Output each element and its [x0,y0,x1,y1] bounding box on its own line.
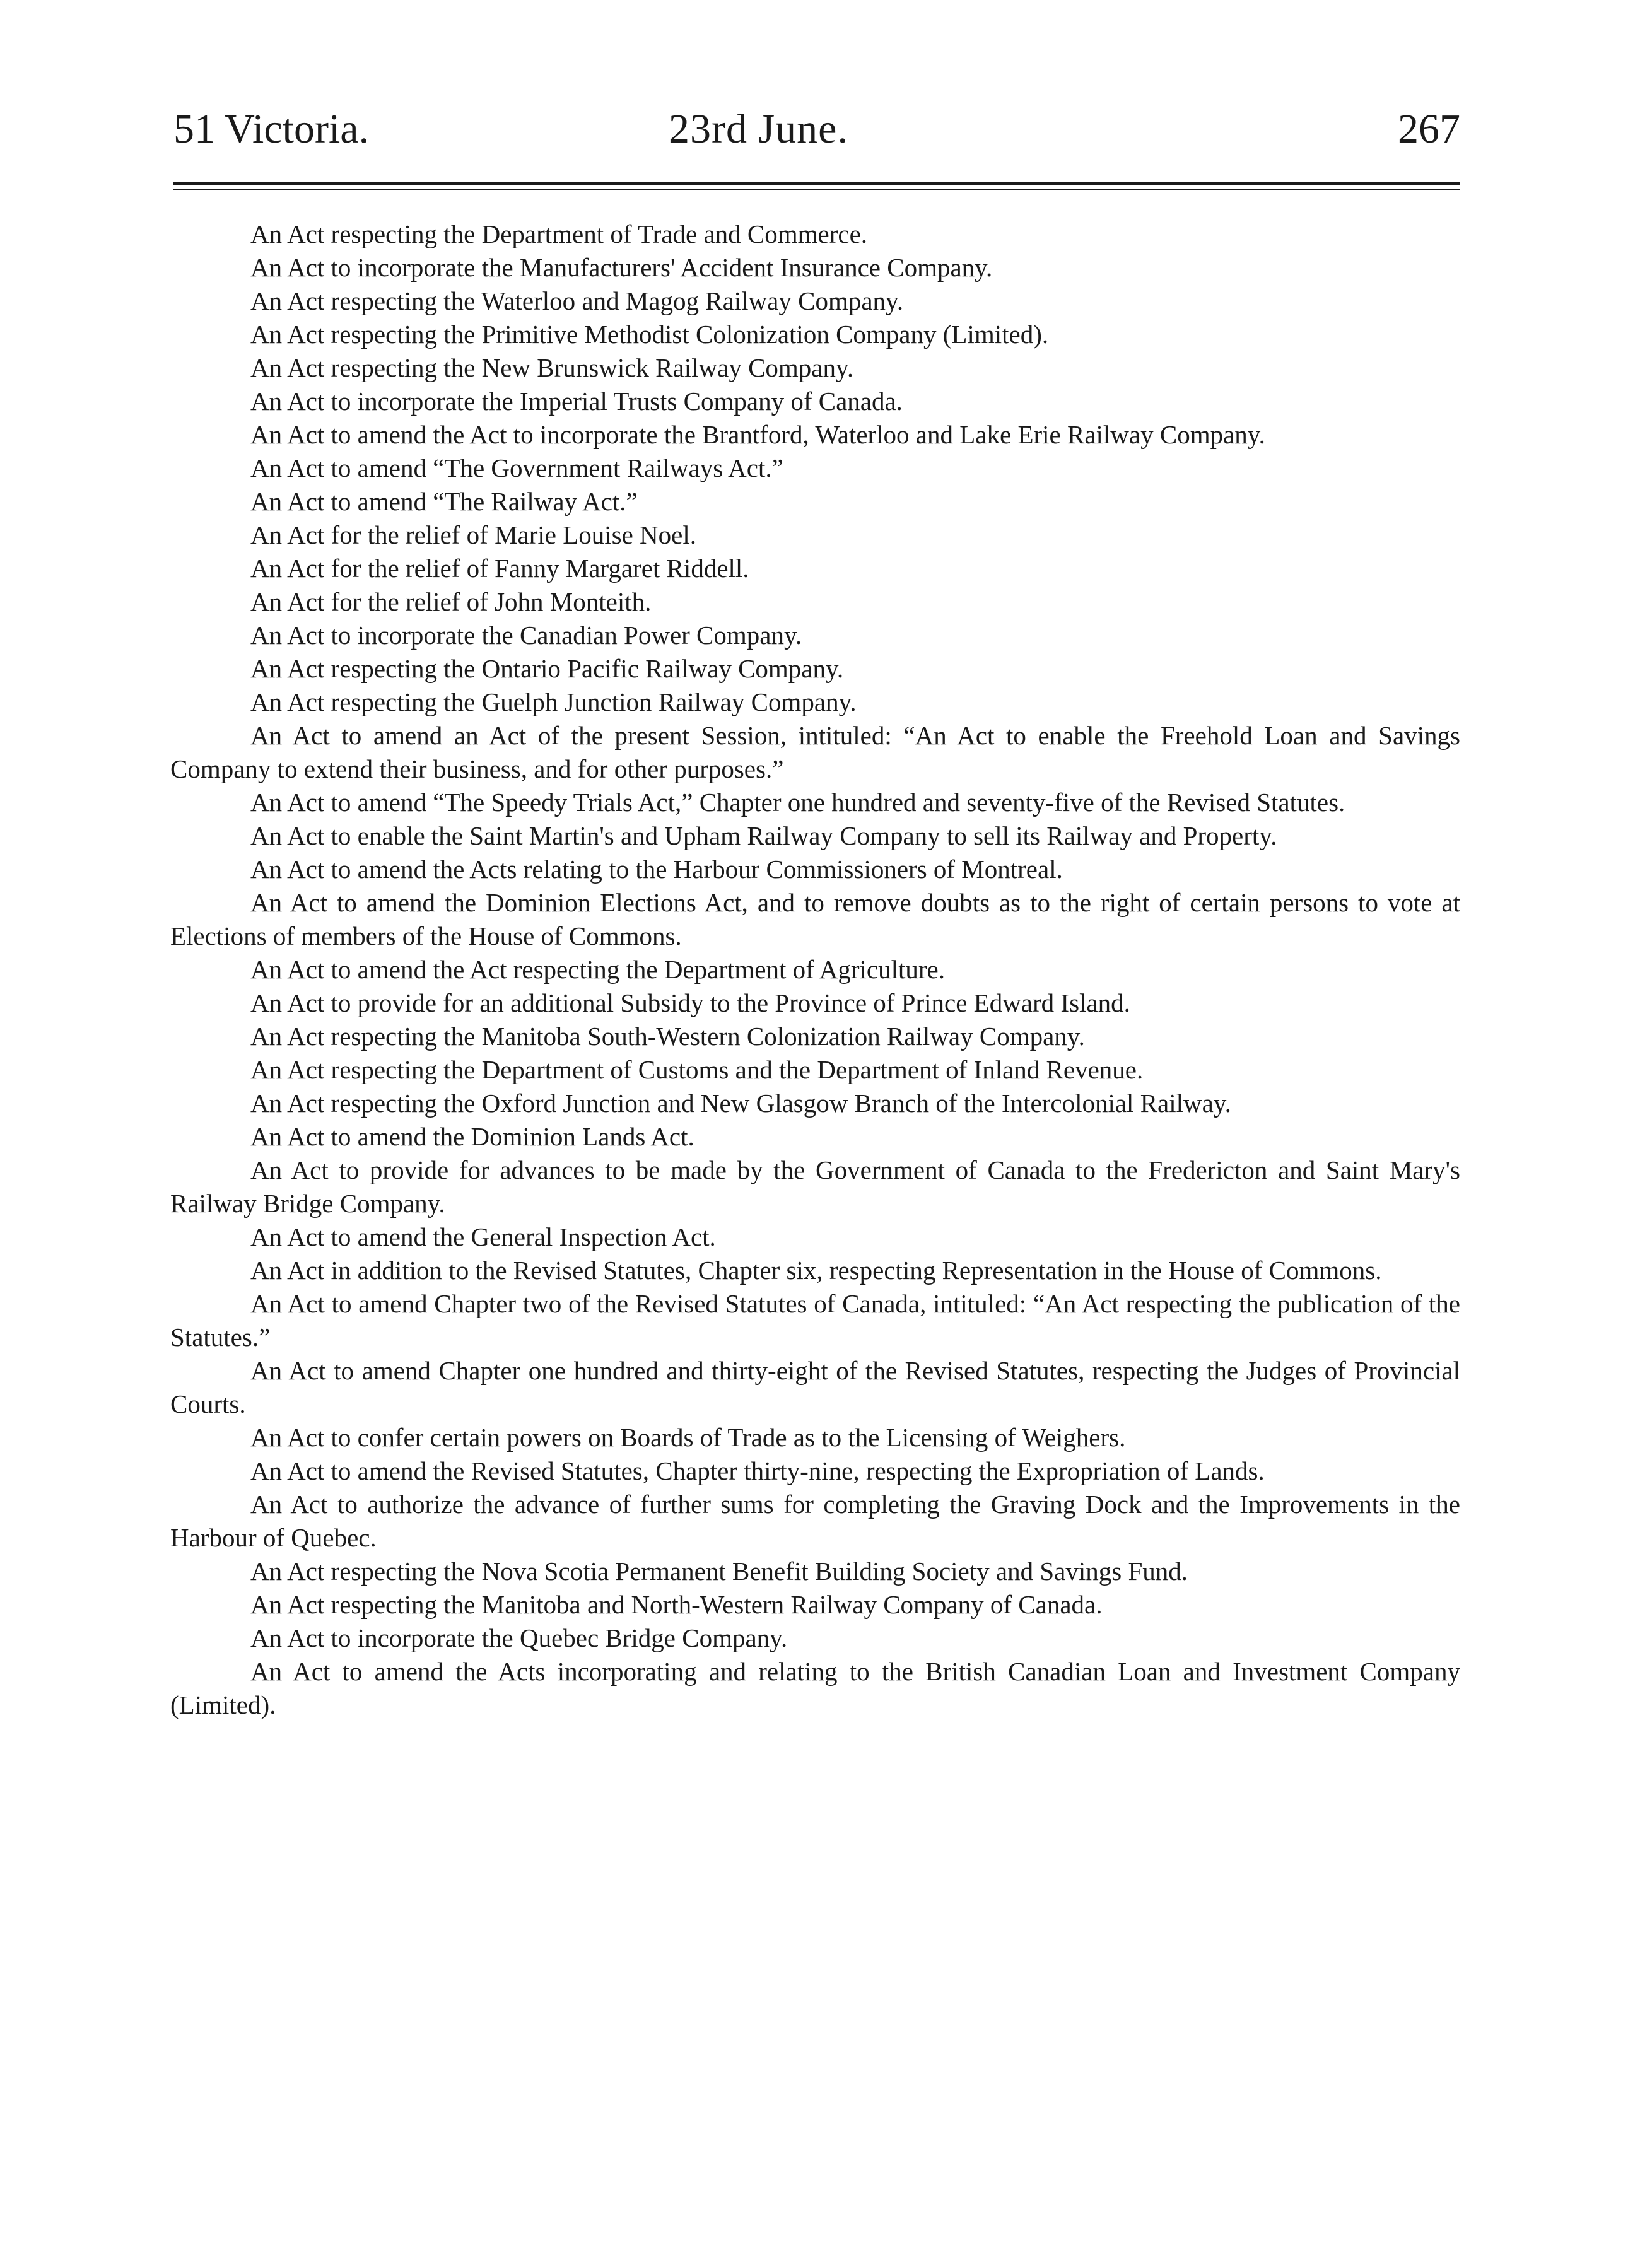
volume-label: 51 Victoria. [173,106,370,152]
act-entry: An Act respecting the Oxford Junction and New Glasgow Branch of the Intercolonial Railway. [250,1089,1231,1118]
act-entry: An Act respecting the New Brunswick Railway Company. [250,353,854,382]
act-entry: An Act respecting the Waterloo and Magog Railway Company. [250,286,904,315]
act-entry: An Act respecting the Guelph Junction Railway Company. [250,687,857,716]
act-entry: An Act to amend the General Inspection Act. [250,1222,716,1251]
header-rule-thin [173,189,1460,190]
act-entry: An Act respecting the Nova Scotia Permanent Benefit Building Society and Savings Fund. [250,1557,1188,1586]
act-entry: An Act for the relief of John Monteith. [250,587,652,616]
act-entry: An Act respecting the Department of Trade and Commerce. [250,219,868,248]
act-entry: An Act to amend “The Speedy Trials Act,” Chapter one hundred and seventy-five of the Revised Statutes. [250,788,1345,817]
header-rule [173,182,1460,185]
act-entry: An Act to incorporate the Imperial Trusts Company of Canada. [250,387,903,416]
act-entry: An Act to provide for advances to be made by the Government of Canada to the Fredericton and Saint Mary's Railway Bridge Company. [170,1155,1460,1218]
act-entry: An Act for the relief of Fanny Margaret Riddell. [250,554,749,583]
act-entry: An Act to amend an Act of the present Session, intituled: “An Act to enable the Freehold Loan and Savings Company to extend their business, and for other purposes.” [170,721,1460,783]
act-entry: An Act respecting the Manitoba and North-Western Railway Company of Canada. [250,1590,1103,1619]
act-entry: An Act respecting the Department of Customs and the Department of Inland Revenue. [250,1055,1144,1084]
date-label: 23rd June. [669,106,848,152]
act-entry: An Act to incorporate the Canadian Power Company. [250,621,802,650]
act-entry: An Act to incorporate the Manufacturers' Accident Insurance Company. [250,253,993,282]
act-entry: An Act to amend Chapter one hundred and thirty-eight of the Revised Statutes, respecting the Judges of Provincial Courts. [170,1356,1460,1418]
act-entry: An Act to amend the Acts relating to the Harbour Commissioners of Montreal. [250,855,1063,884]
act-entry: An Act for the relief of Marie Louise Noel. [250,520,697,549]
act-entry: An Act to authorize the advance of further sums for completing the Graving Dock and the Improvements in the Harbour of Quebec. [170,1490,1460,1552]
act-entry: An Act to amend “The Railway Act.” [250,487,638,516]
act-entry: An Act to confer certain powers on Boards of Trade as to the Licensing of Weighers. [250,1423,1126,1452]
act-entry: An Act to amend the Revised Statutes, Chapter thirty-nine, respecting the Expropriation of Lands. [250,1456,1265,1485]
act-entry: An Act in addition to the Revised Statutes, Chapter six, respecting Representation in the House of Commons. [250,1256,1382,1285]
act-entry: An Act to amend the Dominion Lands Act. [250,1122,694,1151]
act-entry: An Act to amend the Dominion Elections Act, and to remove doubts as to the right of certain persons to vote at Elections of members of the House of Commons. [170,888,1460,950]
act-entry: An Act to amend “The Government Railways Act.” [250,453,783,482]
page-number: 267 [1398,106,1460,152]
act-entry: An Act respecting the Ontario Pacific Railway Company. [250,654,844,683]
acts-list [170,218,1460,1722]
act-entry: An Act to amend the Act respecting the Department of Agriculture. [250,955,945,984]
act-entry: An Act to provide for an additional Subsidy to the Province of Prince Edward Island. [250,988,1130,1017]
act-entry: An Act respecting the Manitoba South-Western Colonization Railway Company. [250,1022,1085,1051]
act-entry: An Act to amend the Acts incorporating and relating to the British Canadian Loan and Investment Company (Limited). [170,1657,1460,1719]
act-entry: An Act to amend Chapter two of the Revised Statutes of Canada, intituled: “An Act respecting the publication of the Statutes.” [170,1289,1460,1352]
act-entry: An Act to incorporate the Quebec Bridge Company. [250,1623,788,1652]
act-entry: An Act to enable the Saint Martin's and Upham Railway Company to sell its Railway and Property. [250,821,1277,850]
act-entry: An Act to amend the Act to incorporate the Brantford, Waterloo and Lake Erie Railway Company. [250,420,1265,449]
act-entry: An Act respecting the Primitive Methodist Colonization Company (Limited). [250,320,1049,349]
running-head [173,95,1460,164]
